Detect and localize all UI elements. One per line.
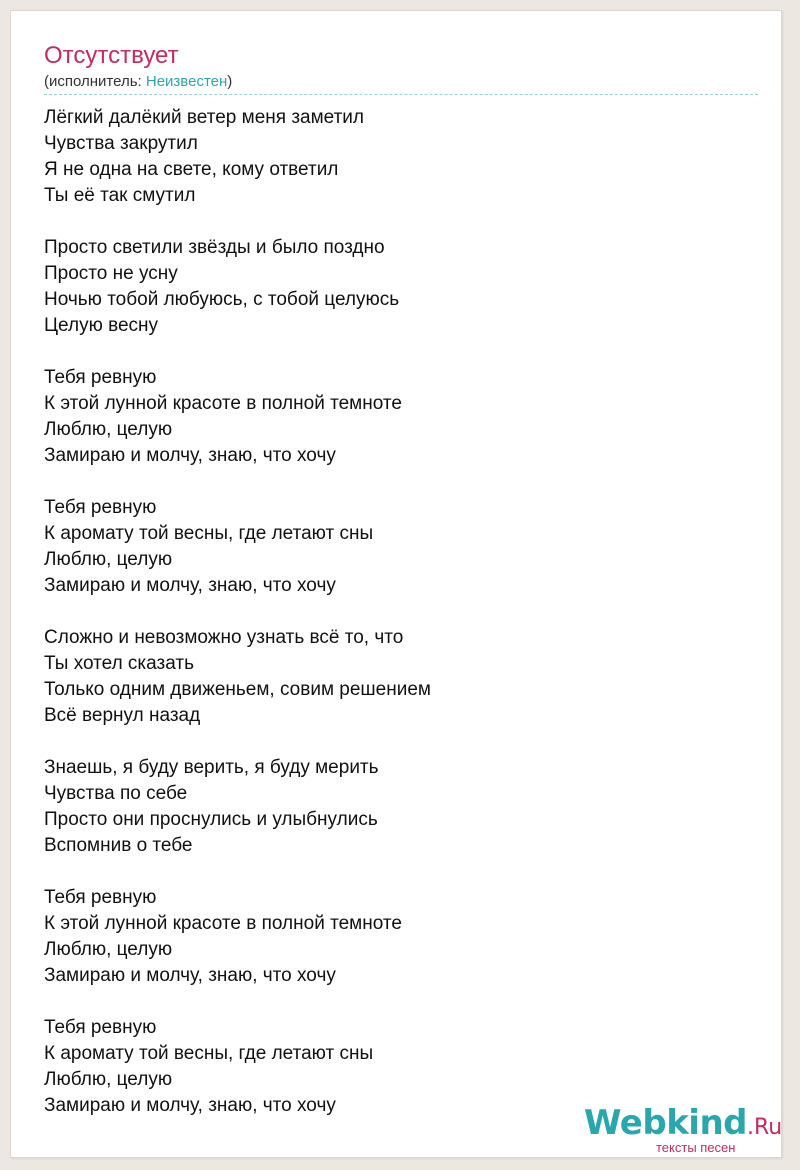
- performer-link[interactable]: Неизвестен: [145, 73, 228, 90]
- lyrics-stanza: [44, 625, 758, 729]
- lyrics-line: Просто они проснулись и улыбнулись: [44, 809, 378, 830]
- lyrics-stanza: [44, 235, 758, 339]
- lyrics-stanza: [44, 885, 758, 989]
- lyrics-stanza: [44, 365, 758, 469]
- lyrics-line: Я не одна на свете, кому ответил: [44, 159, 339, 180]
- lyrics-line: Замираю и молчу, знаю, что хочу: [44, 575, 336, 596]
- lyrics-line: Только одним движеньем, совим решением: [44, 679, 431, 700]
- lyrics-line: Лёгкий далёкий ветер меня заметил: [44, 107, 364, 128]
- lyrics-line: Ты её так смутил: [44, 185, 196, 206]
- lyrics-line: Люблю, целую: [44, 419, 173, 440]
- lyrics-line: К аромату той весны, где летают сны: [44, 1043, 374, 1064]
- performer-line: [44, 73, 232, 91]
- logo-name: Webkind: [584, 1103, 747, 1143]
- lyrics-line: Тебя ревную: [44, 497, 157, 518]
- webkind-logo: [584, 1103, 784, 1163]
- performer-suffix: ): [227, 73, 233, 90]
- lyrics-line: Тебя ревную: [44, 887, 157, 908]
- lyrics-line: Люблю, целую: [44, 939, 173, 960]
- lyrics-line: Просто не усну: [44, 263, 178, 284]
- lyrics-line: Тебя ревную: [44, 1017, 157, 1038]
- logo-tld: .Ru: [747, 1115, 783, 1140]
- lyrics-line: Замираю и молчу, знаю, что хочу: [44, 1095, 336, 1116]
- title-divider: [44, 94, 758, 95]
- lyrics-line: Всё вернул назад: [44, 705, 201, 726]
- lyrics-line: К аромату той весны, где летают сны: [44, 523, 374, 544]
- lyrics-text: [44, 105, 758, 1145]
- lyrics-line: Замираю и молчу, знаю, что хочу: [44, 445, 336, 466]
- lyrics-line: Знаешь, я буду верить, я буду мерить: [44, 757, 379, 778]
- lyrics-line: Целую весну: [44, 315, 159, 336]
- lyrics-line: К этой лунной красоте в полной темноте: [44, 913, 402, 934]
- lyrics-line: Люблю, целую: [44, 549, 173, 570]
- lyrics-stanza: [44, 105, 758, 209]
- lyrics-line: К этой лунной красоте в полной темноте: [44, 393, 402, 414]
- performer-prefix: (исполнитель:: [44, 73, 146, 90]
- lyrics-stanza: [44, 495, 758, 599]
- lyrics-line: Замираю и молчу, знаю, что хочу: [44, 965, 336, 986]
- song-title: Отсутствует: [44, 42, 179, 69]
- lyrics-stanza: [44, 755, 758, 859]
- lyrics-line: Ты хотел сказать: [44, 653, 194, 674]
- lyrics-card: [10, 10, 782, 1158]
- lyrics-line: Люблю, целую: [44, 1069, 173, 1090]
- lyrics-line: Просто светили звёзды и было поздно: [44, 237, 385, 258]
- logo-tagline: тексты песен: [656, 1140, 736, 1155]
- lyrics-line: Вспомнив о тебе: [44, 835, 193, 856]
- lyrics-line: Чувства закрутил: [44, 133, 198, 154]
- lyrics-line: Сложно и невозможно узнать всё то, что: [44, 627, 404, 648]
- lyrics-line: Тебя ревную: [44, 367, 157, 388]
- lyrics-line: Чувства по себе: [44, 783, 188, 804]
- lyrics-line: Ночью тобой любуюсь, с тобой целуюсь: [44, 289, 400, 310]
